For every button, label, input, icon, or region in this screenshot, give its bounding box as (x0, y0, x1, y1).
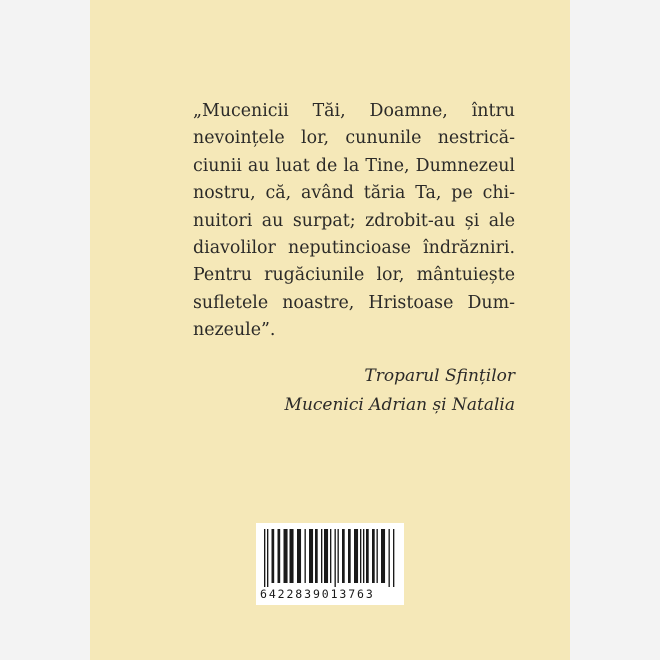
barcode-number: 6422839013763 (260, 587, 375, 601)
barcode-bar (321, 529, 322, 583)
barcode-bar (393, 529, 394, 587)
barcode-bar (366, 529, 369, 583)
troparion-quote (193, 98, 515, 345)
quote-line: Pentru rugăciunile lor, mântuiește (193, 265, 515, 286)
barcode-bars (256, 523, 404, 589)
barcode-bar (372, 529, 375, 583)
barcode-bar (297, 529, 301, 583)
barcode-bar (389, 529, 390, 587)
barcode-bar (284, 529, 288, 583)
quote-line: „Mucenicii Tăi, Doamne, întru (193, 101, 515, 121)
quote-line: nezeule”. (193, 320, 276, 341)
quote-line: diavolilor neputincioase îndrăzniri. (193, 238, 515, 259)
barcode-bar (360, 529, 361, 583)
quote-line: ciunii au luat de la Tine, Dumnezeul (193, 155, 515, 176)
barcode-bar (335, 529, 336, 587)
barcode-bar (290, 529, 294, 583)
barcode-bar (305, 529, 306, 583)
barcode-bar (315, 529, 318, 583)
barcode-bar (354, 529, 358, 583)
quote-attribution (215, 362, 515, 420)
barcode-bar (272, 529, 275, 583)
barcode-bar (278, 529, 281, 583)
barcode-bar (309, 529, 313, 583)
quote-line: sufletele noastre, Hristoase Dum- (193, 292, 515, 313)
barcode-bar (381, 529, 385, 583)
quote-line: nostru, că, având tăria Ta, pe chi- (193, 183, 515, 204)
barcode-bar (363, 529, 364, 583)
barcode-bar (267, 529, 268, 587)
barcode-bar (264, 529, 265, 587)
barcode-bar (338, 529, 339, 583)
barcode-bar (330, 529, 331, 583)
barcode-bar (324, 529, 328, 583)
attribution-title: Troparul Sfinților (364, 366, 515, 386)
quote-line: nuitori au surpat; zdrobit-au și ale (193, 210, 515, 231)
barcode (256, 523, 404, 605)
attribution-subtitle: Mucenici Adrian și Natalia (284, 395, 515, 415)
barcode-bar (342, 529, 345, 583)
barcode-bar (377, 529, 378, 583)
barcode-bar (348, 529, 351, 583)
quote-line: nevoințele lor, cununile nestrică- (193, 128, 515, 149)
